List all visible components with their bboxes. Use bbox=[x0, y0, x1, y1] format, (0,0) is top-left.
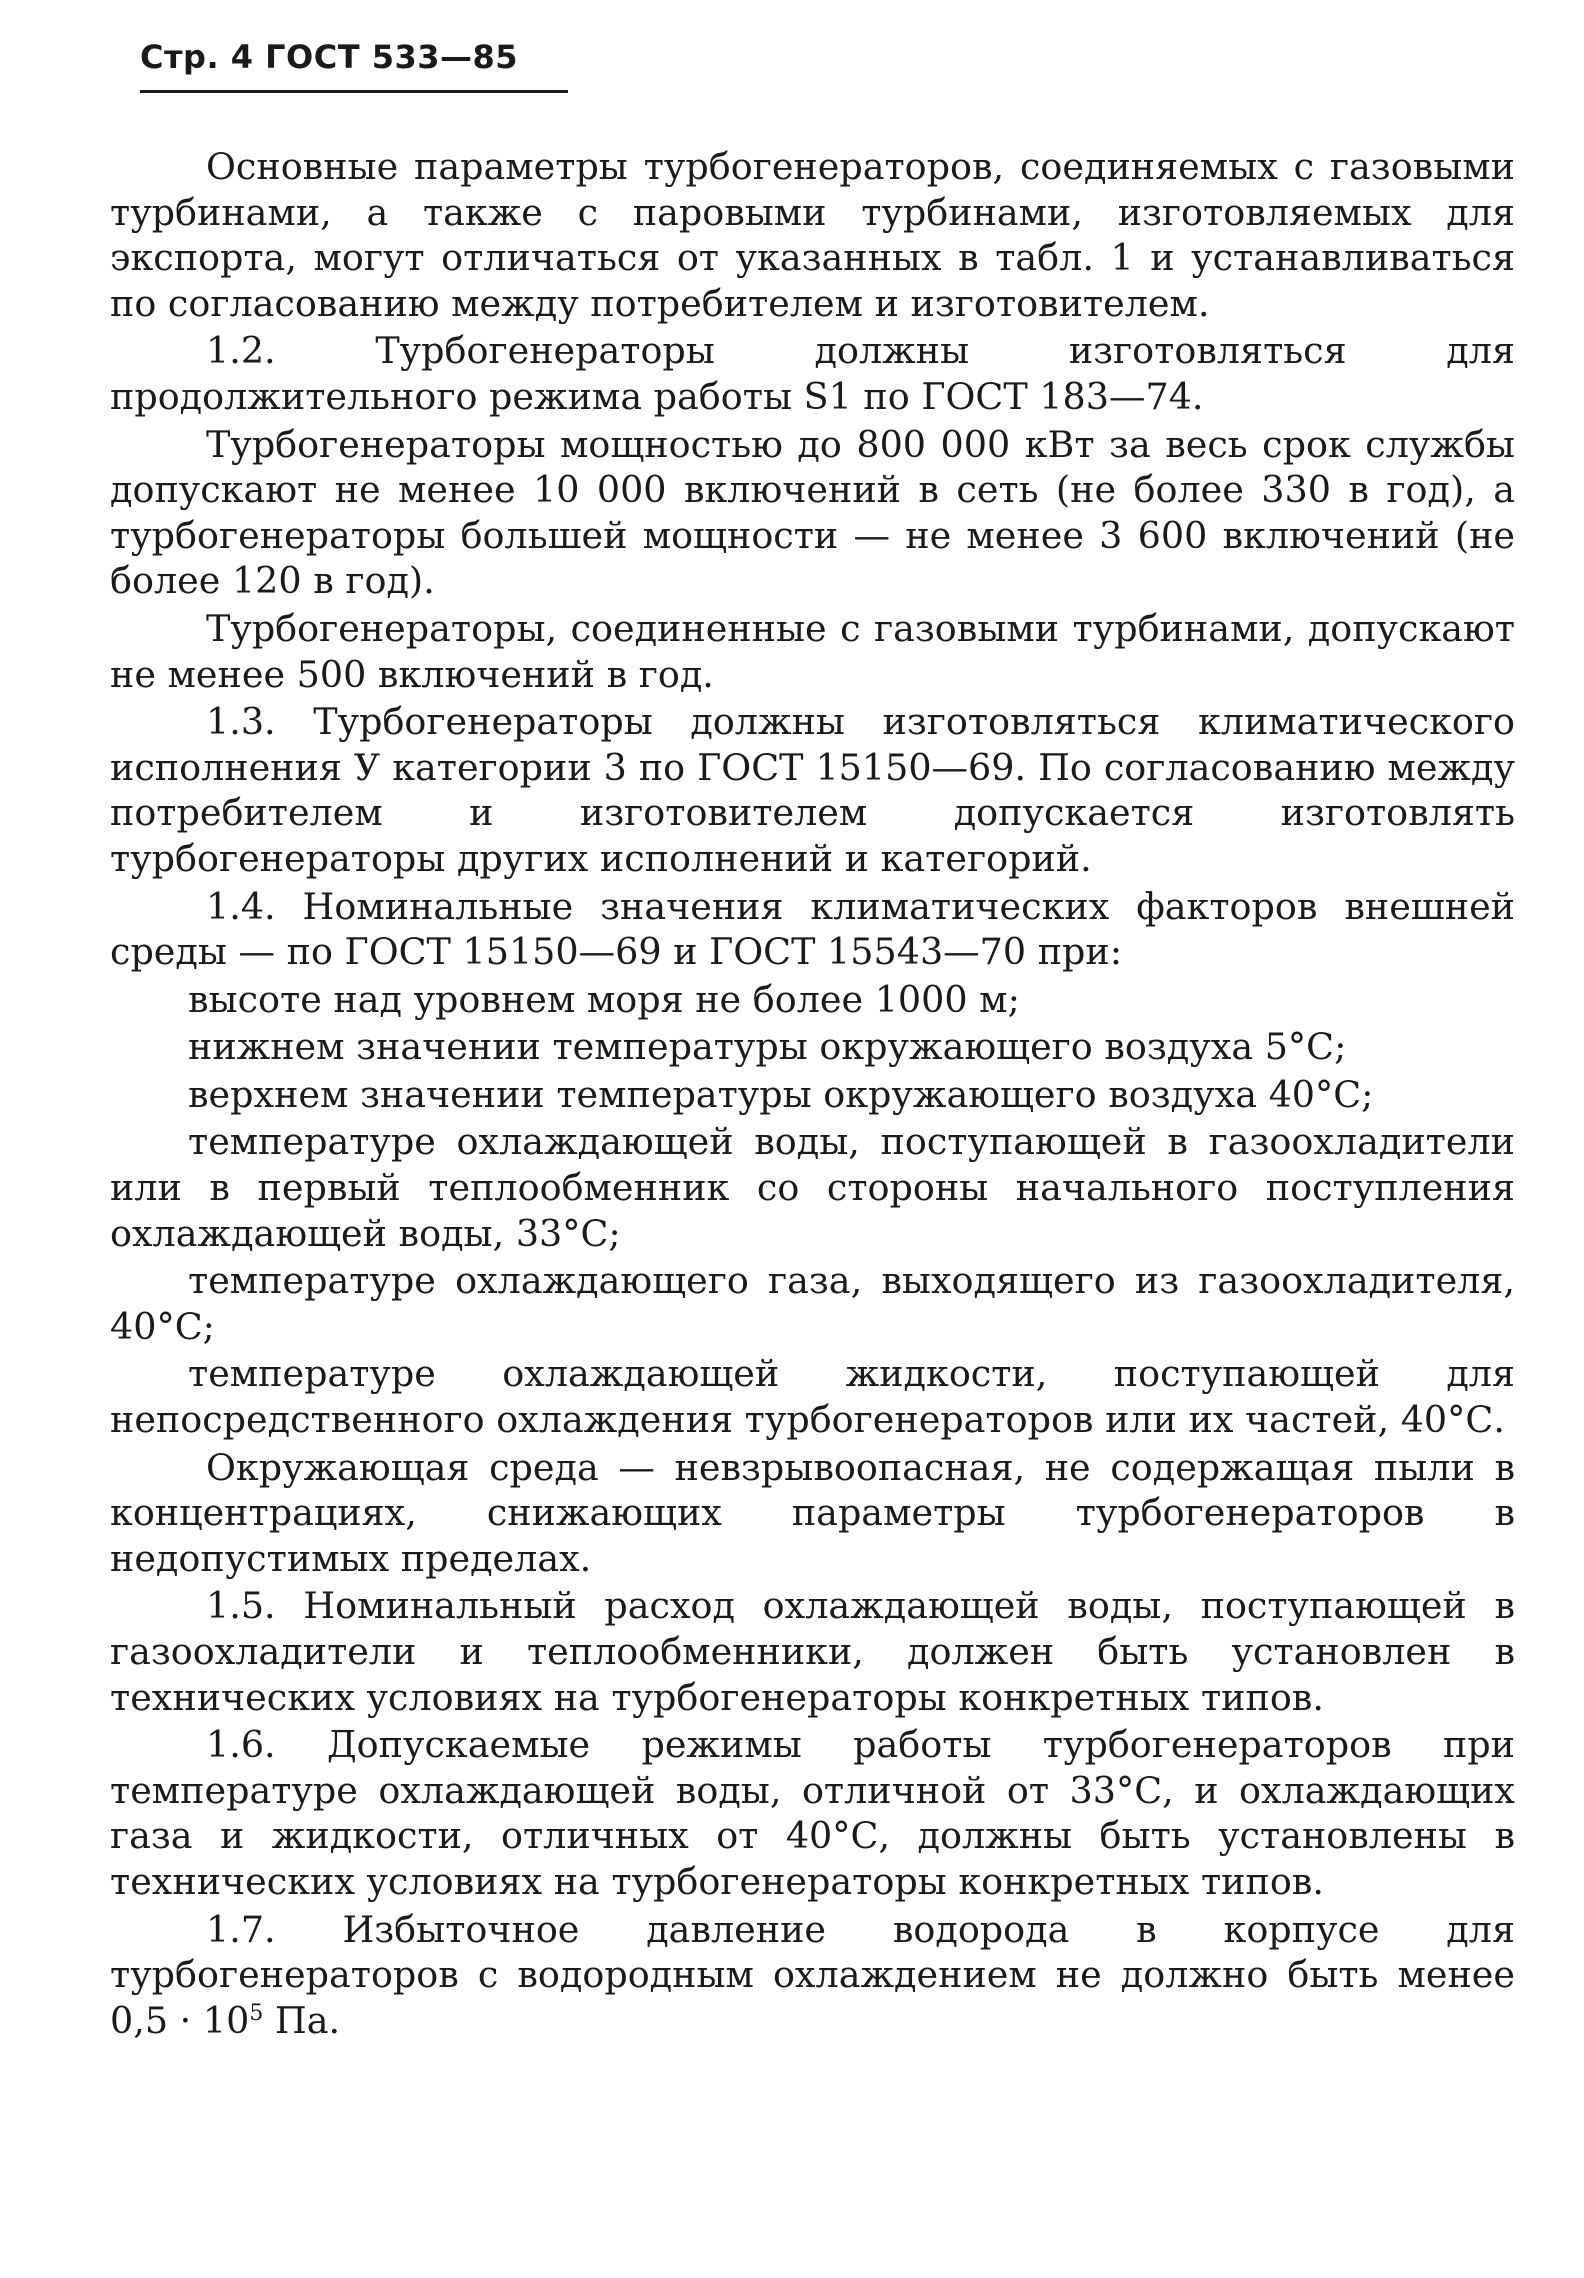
paragraph: Основные параметры турбогенераторов, соединяемых с газовыми турбинами, а также с паровыми турбинами, изготовляемых для экспорта, могут отличаться от указанных в табл. 1 и устанавливаться по согласованию между потребителем и изготовителем. bbox=[110, 145, 1515, 325]
paragraph: Турбогенераторы, соединенные с газовыми турбинами, допускают не менее 500 включений в год. bbox=[110, 606, 1515, 696]
unit-text: Па. bbox=[263, 1998, 341, 2042]
clause-1-6: 1.6. Допускаемые режимы работы турбогенераторов при температуре охлаждающей воды, отличной от 33°С, и охлаждающих газа и жидкости, отличных от 40°С, должны быть установлены в технических условиях на турбогенераторы конкретных типов. bbox=[110, 1723, 1515, 1903]
list-item: нижнем значении температуры окружающего воздуха 5°С; bbox=[188, 1025, 1347, 1069]
list-item: температуре охлаждающего газа, выходящего из газоохладителя, 40°С; bbox=[110, 1259, 1515, 1348]
paragraph: Окружающая среда — невзрывоопасная, не содержащая пыли в концентрациях, снижающих параметры турбогенераторов в недопустимых пределах. bbox=[110, 1445, 1515, 1580]
clause-1-2: 1.2. Турбогенераторы должны изготовляться для продолжительного режима работы S1 по ГОСТ 183—74. bbox=[110, 329, 1515, 418]
list-item: высоте над уровнем моря не более 1000 м; bbox=[188, 977, 1020, 1021]
exponent: 5 bbox=[249, 2000, 264, 2026]
clause-1-4: 1.4. Номинальные значения климатических факторов внешней среды — по ГОСТ 15150—69 и ГОСТ 15543—70 при: bbox=[110, 884, 1515, 974]
page-header: Стр. 4 ГОСТ 533—85 bbox=[140, 38, 519, 76]
list-item: температуре охлаждающей жидкости, поступающей для непосредственного охлаждения турбогенераторов или их частей, 40°С. bbox=[110, 1352, 1515, 1442]
clause-1-5: 1.5. Номинальный расход охлаждающей воды, поступающей в газоохладители и теплообменники, должен быть установлен в технических условиях на турбогенераторы конкретных типов. bbox=[110, 1584, 1515, 1719]
clause-1-3: 1.3. Турбогенераторы должны изготовляться климатического исполнения У категории 3 по ГОСТ 15150—69. По согласованию между потребителем и изготовителем допускается изготовлять турбогенераторы других исполнений и категорий. bbox=[110, 700, 1515, 880]
list-item: температуре охлаждающей воды, поступающей в газоохладители или в первый теплообменник со стороны начального поступления охлаждающей воды, 33°С; bbox=[110, 1120, 1515, 1255]
document-body bbox=[110, 144, 1515, 2045]
header-rule bbox=[140, 90, 568, 93]
list-item: верхнем значении температуры окружающего воздуха 40°С; bbox=[188, 1072, 1374, 1116]
paragraph: Турбогенераторы мощностью до 800 000 кВт за весь срок службы допускают не менее 10 000 включений в сеть (не более 330 в год), а турбогенераторы большей мощности — не менее 3 600 включений (не более 120 в год). bbox=[110, 422, 1515, 603]
clause-1-7-text: 1.7. Избыточное давление водорода в корпусе для турбогенераторов с водородным охлаждением не должно быть менее 0,5 · 10 bbox=[110, 1907, 1515, 2042]
clause-1-7 bbox=[110, 1907, 1515, 2044]
